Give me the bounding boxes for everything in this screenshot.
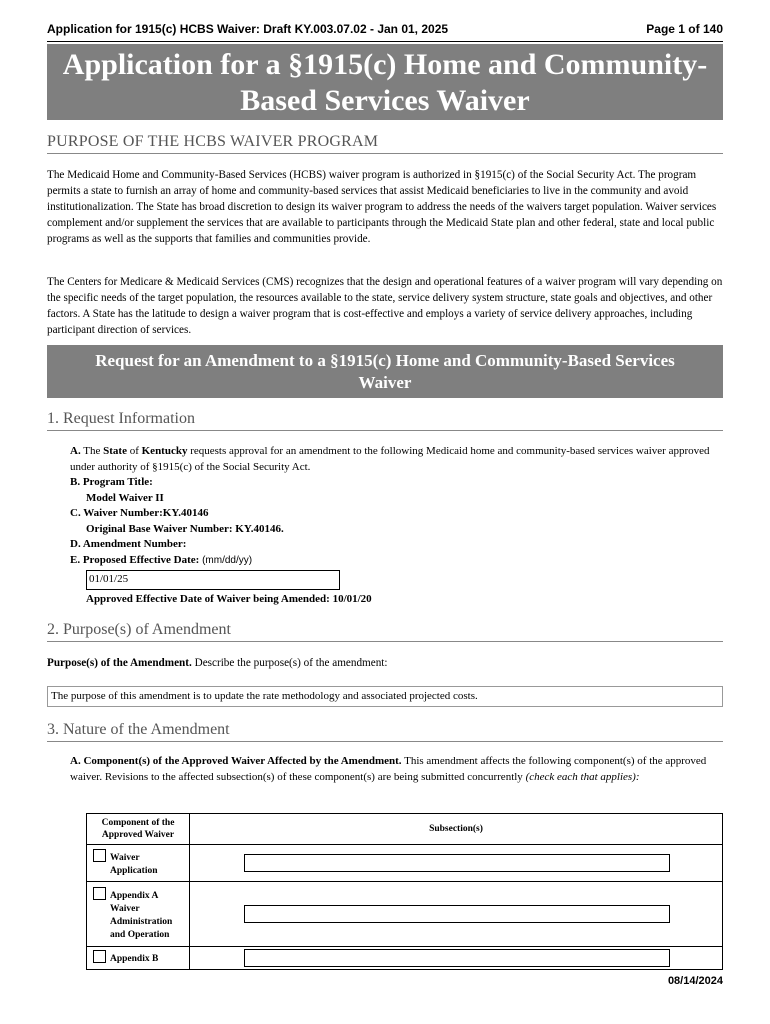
program-title-label: B. Program Title: <box>70 476 153 488</box>
purpose-amendment-label: Purpose(s) of the Amendment. Describe the purpose(s) of the amendment: <box>47 657 388 669</box>
title-line-2: Based Services Waiver <box>240 84 530 117</box>
effective-date-label: E. Proposed Effective Date: (mm/dd/yy) <box>70 553 253 566</box>
document-title: Application for 1915(c) HCBS Waiver: Draft KY.003.07.02 - Jan 01, 2025 <box>47 22 449 36</box>
header-rule <box>47 41 723 42</box>
purpose-amendment-heading: 2. Purpose(s) of Amendment <box>47 621 723 642</box>
components-table <box>86 813 723 970</box>
approved-effective-date: Approved Effective Date of Waiver being Amended: 10/01/20 <box>86 593 372 605</box>
purpose-heading: PURPOSE OF THE HCBS WAIVER PROGRAM <box>47 133 723 154</box>
title-banner <box>47 44 723 120</box>
effective-date-field[interactable]: 01/01/25 <box>86 570 340 590</box>
waiver-application-subsection-field[interactable] <box>244 854 670 872</box>
col-component-header: Component of the Approved Waiver <box>87 814 190 845</box>
purpose-paragraph-2: The Centers for Medicare & Medicaid Services (CMS) recognizes that the design and operational features of a waiver program will vary depending on the specific needs of the target population, the resources available to the state, service delivery system structure, state goals and objectives, and other factors. A State has the latitude to design a waiver program that is cost-effective and employs a variety of service delivery approaches, including participant direction of services. <box>47 276 723 336</box>
state-name: Kentucky <box>141 445 188 457</box>
nature-description: A. Component(s) of the Approved Waiver Affected by the Amendment. This amendment affects the following component(s) of the approved waiver. Revisions to the affected subsection(s) of these component(s) are being submitted concurrently (check each that applies): <box>70 755 707 783</box>
table-row <box>87 845 723 882</box>
running-header <box>47 22 723 40</box>
waiver-number: C. Waiver Number:KY.40146 <box>70 507 209 519</box>
amendment-banner <box>47 345 723 398</box>
title-line-1: Application for a §1915(c) Home and Community- <box>62 48 708 81</box>
appendix-a-checkbox[interactable] <box>93 887 106 900</box>
amendment-banner-line-1: Request for an Amendment to a §1915(c) Home and Community-Based Services <box>95 351 675 370</box>
waiver-application-checkbox[interactable] <box>93 849 106 862</box>
purpose-paragraph-1: The Medicaid Home and Community-Based Services (HCBS) waiver program is authorized in §1915(c) of the Social Security Act. The program permits a state to furnish an array of home and community-based services that assist Medicaid beneficiaries to live in the community and avoid institutionalization. The State has broad discretion to design its waiver program to address the needs of the waivers target population. Waiver services complement and/or supplement the services that are available to participants through the Medicaid State plan and other federal, state and local public programs as well as the supports that families and communities provide. <box>47 169 717 245</box>
row-label: Appendix A Waiver Administration and Operation <box>110 890 173 940</box>
request-info-list <box>70 444 710 568</box>
amendment-number-label: D. Amendment Number: <box>70 538 187 550</box>
purpose-amendment-field[interactable]: The purpose of this amendment is to update the rate methodology and associated projected costs. <box>47 686 723 707</box>
col-subsection-header: Subsection(s) <box>190 814 723 845</box>
row-label: Appendix B <box>110 954 159 964</box>
table-row <box>87 882 723 947</box>
row-label: Waiver Application <box>110 852 158 876</box>
amendment-banner-line-2: Waiver <box>358 373 412 392</box>
request-info-heading: 1. Request Information <box>47 410 723 431</box>
footer-date: 08/14/2024 <box>667 975 723 987</box>
original-waiver-number: Original Base Waiver Number: KY.40146. <box>86 522 284 535</box>
table-header-row <box>87 814 723 845</box>
nature-heading: 3. Nature of the Amendment <box>47 721 723 742</box>
program-title-value: Model Waiver II <box>86 491 164 504</box>
page-number: Page 1 of 140 <box>646 22 723 36</box>
appendix-b-checkbox[interactable] <box>93 950 106 963</box>
table-row <box>87 947 723 970</box>
appendix-b-subsection-field[interactable] <box>244 949 670 967</box>
appendix-a-subsection-field[interactable] <box>244 905 670 923</box>
item-a: A. The State of Kentucky requests approval for an amendment to the following Medicaid home and community-based services waiver approved under authority of §1915(c) of the Social Security Act. <box>70 445 710 473</box>
